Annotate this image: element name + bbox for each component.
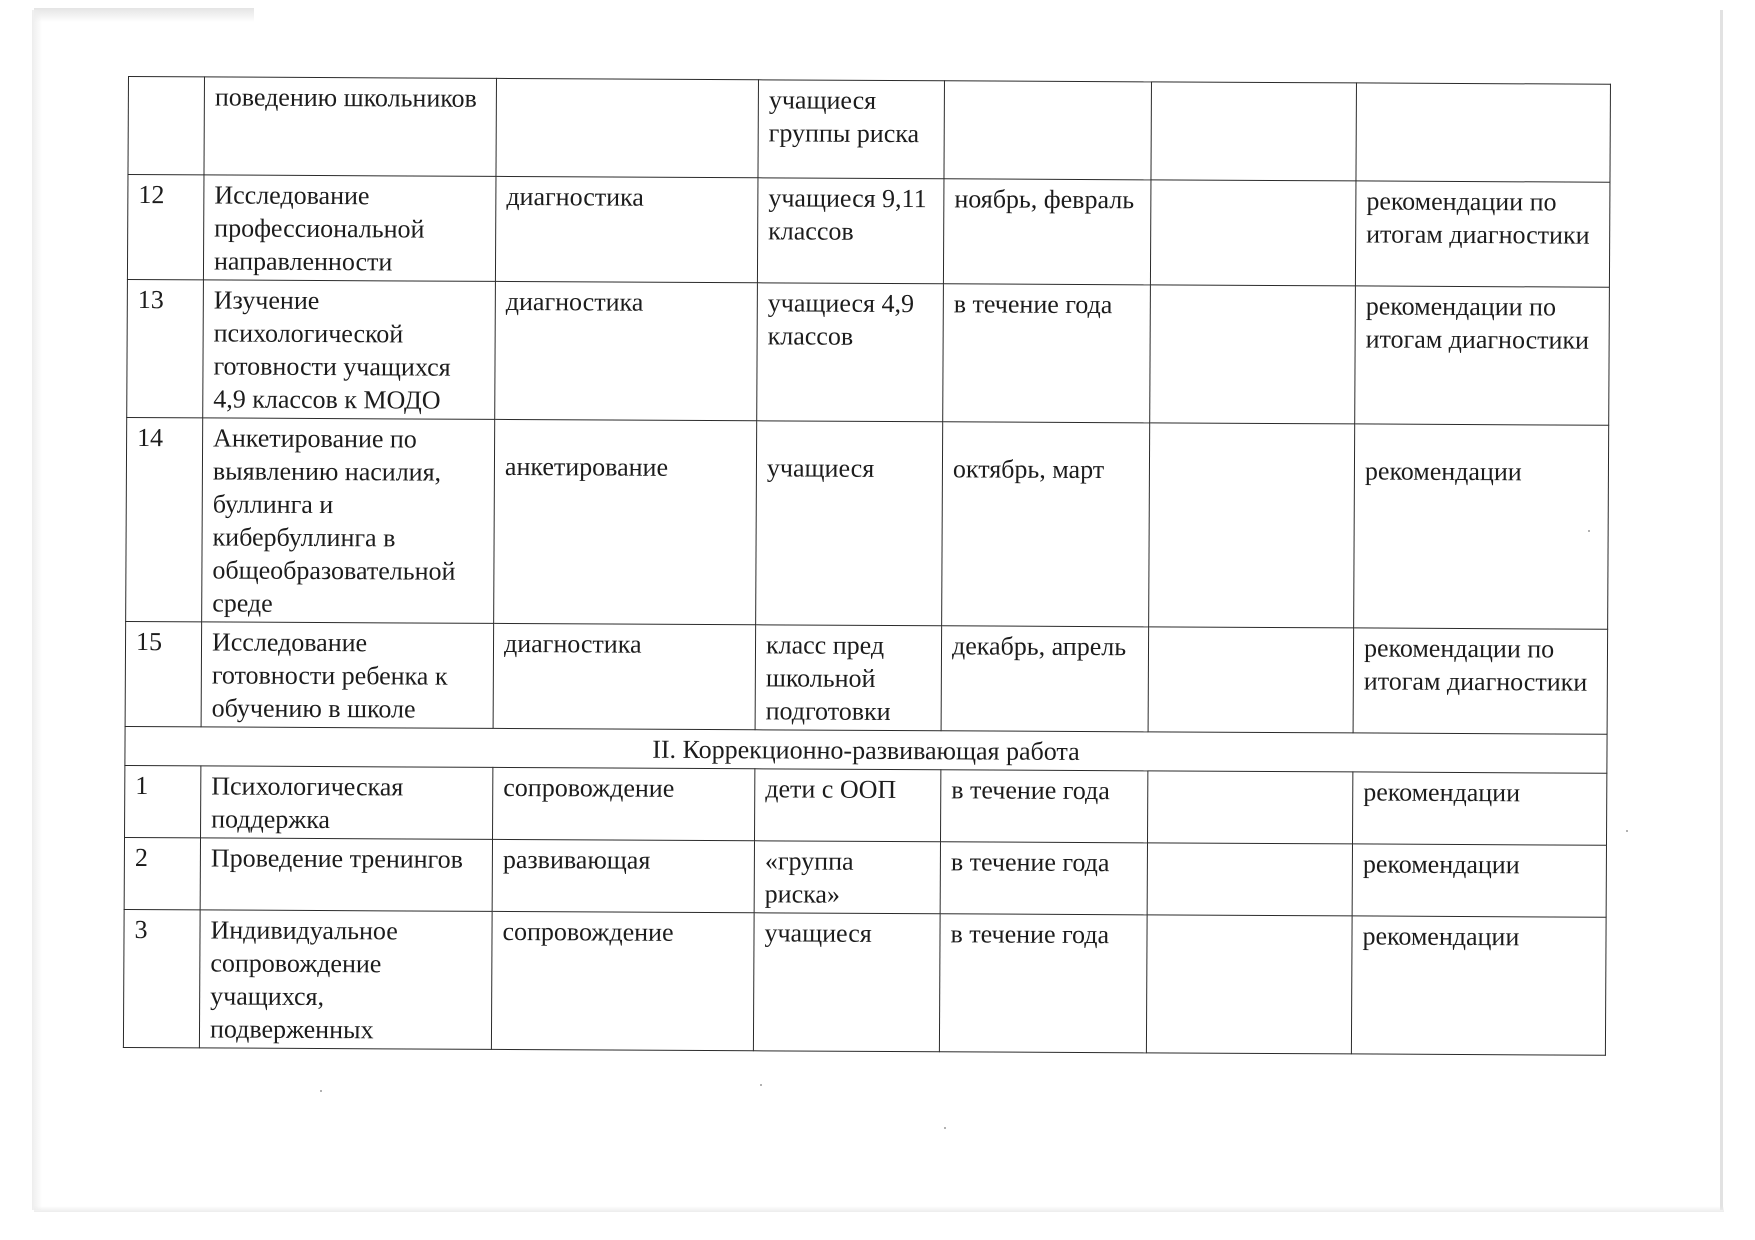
responsible [1147,843,1352,916]
row-number: 12 [127,175,204,280]
responsible [1150,180,1356,286]
activity-form: анкетирование [494,419,757,624]
activity-form [496,78,759,177]
activity-form: сопровождение [491,911,754,1050]
responsible [1150,285,1356,424]
result: рекомендации [1351,916,1606,1055]
section-title: II. Коррекционно-развивающая работа [125,726,1607,773]
participants: учащиеся группы риска [758,80,945,179]
dates: декабрь, апрель [941,626,1149,732]
dates: в течение года [940,842,1147,915]
participants: учащиеся [756,421,943,626]
scan-shadow-top [34,8,254,22]
result: рекомендации по итогам диагностики [1355,286,1610,425]
table-row [125,765,1607,845]
row-number: 14 [126,417,203,621]
table-row [125,621,1608,734]
scan-shadow-right [1720,10,1723,1210]
dates: в течение года [939,914,1147,1053]
activity-form: развивающая [492,839,754,912]
row-number: 15 [125,621,202,726]
result [1356,83,1611,182]
activity-name: Исследование готовности ребенка к обучению в школе [201,622,494,729]
responsible [1146,915,1352,1054]
row-number: 3 [123,909,200,1047]
work-plan-table [123,76,1611,1056]
result: рекомендации [1352,772,1606,845]
scan-shadow-left [32,10,42,1210]
activity-name: Проведение тренингов [200,838,492,912]
activity-name: Психологическая поддержка [201,766,493,840]
table-row [128,77,1610,183]
activity-name: поведению школьников [204,77,497,177]
activity-name: Анкетирование по выявлению насилия, буллинга и кибербуллинга в общеобразовательной среде [202,418,495,624]
activity-form: сопровождение [493,767,755,840]
responsible [1147,771,1352,844]
participants: учащиеся 9,11 классов [757,178,944,284]
activity-form: диагностика [493,623,756,729]
participants: класс пред школьной подготовки [755,625,942,731]
result: рекомендации [1354,424,1609,629]
dates [944,81,1152,180]
responsible [1149,423,1355,628]
participants: дети с ООП [755,769,941,842]
scan-speck [320,1090,322,1092]
result: рекомендации [1352,844,1606,917]
participants: учащиеся [753,913,940,1052]
scan-speck [944,1127,946,1129]
activity-form: диагностика [495,281,758,420]
dates: октябрь, март [942,422,1150,627]
dates: ноябрь, февраль [943,179,1151,285]
row-number: 1 [125,765,201,837]
dates: в течение года [941,770,1148,843]
table-row [127,279,1610,425]
row-number: 13 [127,279,204,417]
scan-speck [1626,830,1628,832]
row-number [128,77,205,175]
participants: учащиеся 4,9 классов [757,283,944,422]
table-row [123,909,1606,1055]
participants: «группа риска» [754,841,940,914]
table-row [127,175,1610,288]
responsible [1148,627,1354,733]
responsible [1151,82,1357,181]
result: рекомендации по итогам диагностики [1355,181,1610,287]
result: рекомендации по итогам диагностики [1353,628,1608,734]
activity-name: Исследование профессиональной направленности [203,175,496,282]
activity-name: Изучение психологической готовности учащихся 4,9 классов к МОДО [203,280,496,420]
scan-speck [760,1084,762,1086]
activity-form: диагностика [495,176,758,282]
activity-name: Индивидуальное сопровождение учащихся, подверженных [199,910,492,1050]
row-number: 2 [124,837,200,909]
table-row [126,417,1609,629]
scan-shadow-bottom [34,1206,1724,1212]
dates: в течение года [943,284,1151,423]
table-row [124,837,1606,917]
